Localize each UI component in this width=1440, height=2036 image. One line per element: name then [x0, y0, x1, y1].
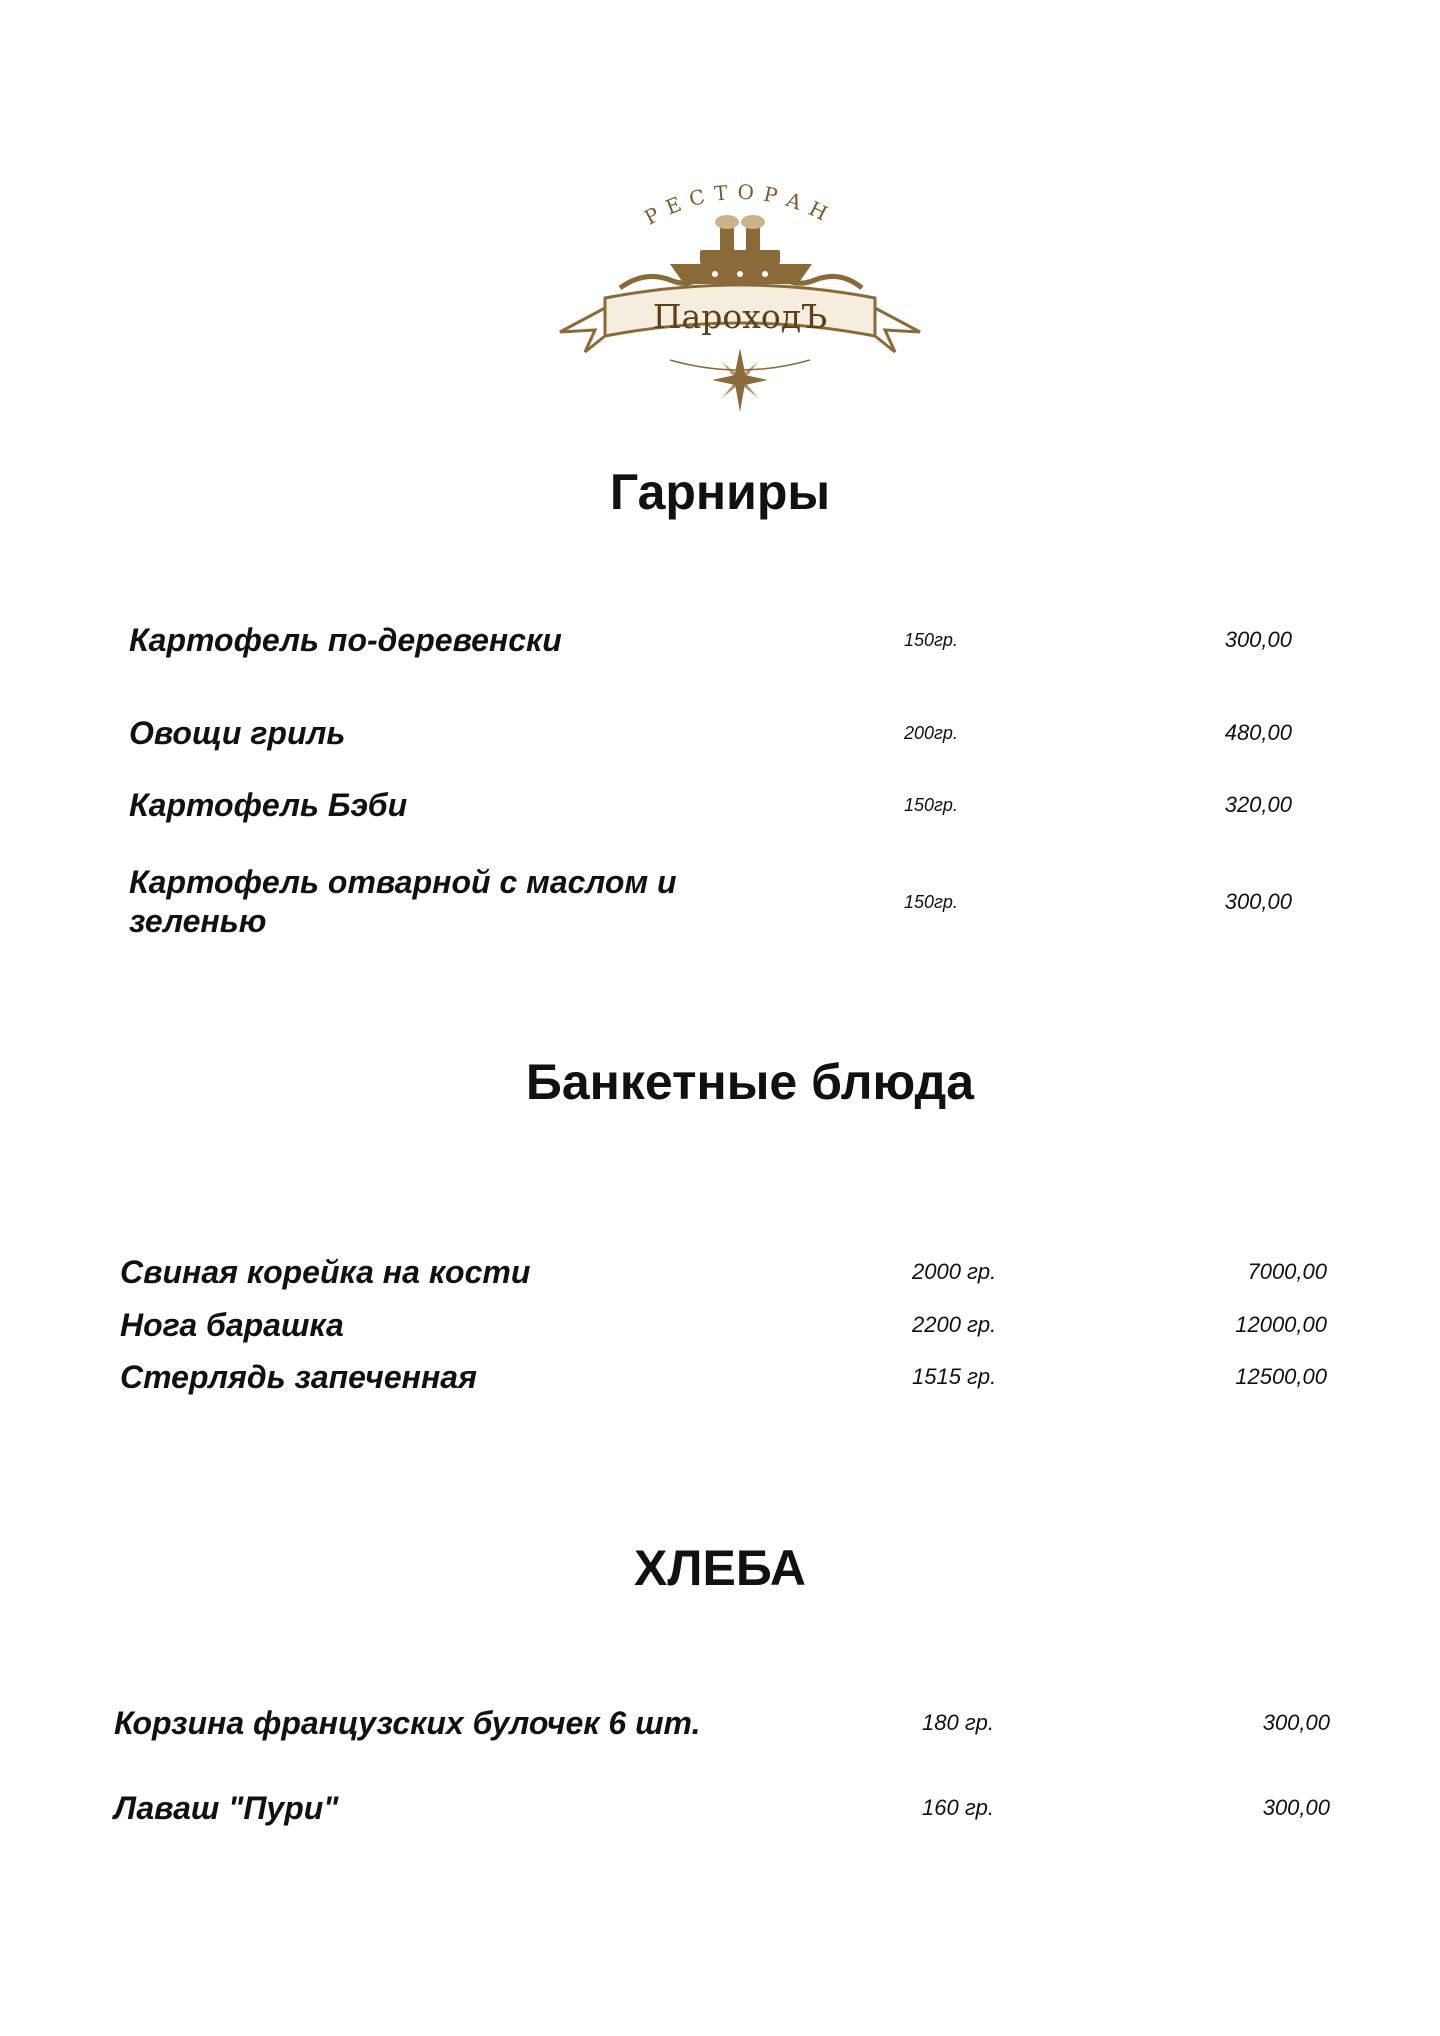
- item-name: Корзина французских булочек 6 шт.: [114, 1705, 701, 1741]
- item-weight: 150гр.: [904, 892, 958, 912]
- menu-item: [0, 785, 1440, 865]
- menu-item: [0, 713, 1440, 793]
- item-price: 12500,00: [1235, 1364, 1327, 1389]
- item-price: 300,00: [1224, 889, 1292, 914]
- steamship-icon: [670, 215, 812, 284]
- item-weight: 200гр.: [904, 723, 958, 743]
- restaurant-logo: [550, 180, 930, 420]
- item-name: Стерлядь запеченная: [120, 1359, 477, 1395]
- item-price: 300,00: [1262, 1710, 1330, 1735]
- item-price: 320,00: [1224, 792, 1292, 817]
- logo-name: ПароходЪ: [652, 297, 828, 336]
- item-weight: 150гр.: [904, 795, 958, 815]
- compass-star-icon: [670, 348, 810, 412]
- menu-item: [0, 1788, 1440, 1868]
- item-name: Нога барашка: [120, 1307, 344, 1343]
- item-price: 12000,00: [1235, 1312, 1327, 1337]
- item-weight: 150гр.: [904, 630, 958, 650]
- item-name-line1: Картофель отварной с маслом и: [129, 864, 677, 900]
- section-title-bread: ХЛЕБА: [634, 1540, 806, 1596]
- item-name: Овощи гриль: [129, 715, 346, 751]
- section-title-garnishes: Гарниры: [609, 464, 831, 520]
- item-name: Лаваш "Пури": [114, 1790, 339, 1826]
- item-weight: 180 гр.: [922, 1710, 995, 1735]
- item-weight: 2000 гр.: [912, 1259, 997, 1284]
- item-weight: 2200 гр.: [912, 1312, 997, 1337]
- menu-item: [0, 1703, 1440, 1783]
- menu-item: [0, 620, 1440, 700]
- item-weight: 160 гр.: [922, 1795, 995, 1820]
- logo-arc-text: РЕСТОРАН: [640, 180, 840, 230]
- menu-item: [0, 862, 1440, 942]
- item-name: Картофель по-деревенски: [129, 622, 562, 658]
- item-price: 7000,00: [1247, 1259, 1327, 1284]
- item-name: Картофель Бэби: [129, 787, 408, 823]
- item-name-line2: зеленью: [129, 903, 267, 939]
- section-title-banquet: Банкетные блюда: [525, 1054, 975, 1110]
- item-weight: 1515 гр.: [912, 1364, 997, 1389]
- item-name: Свиная корейка на кости: [120, 1254, 531, 1290]
- item-price: 480,00: [1224, 720, 1292, 745]
- item-price: 300,00: [1224, 627, 1292, 652]
- menu-item: [0, 1357, 1440, 1437]
- item-price: 300,00: [1262, 1795, 1330, 1820]
